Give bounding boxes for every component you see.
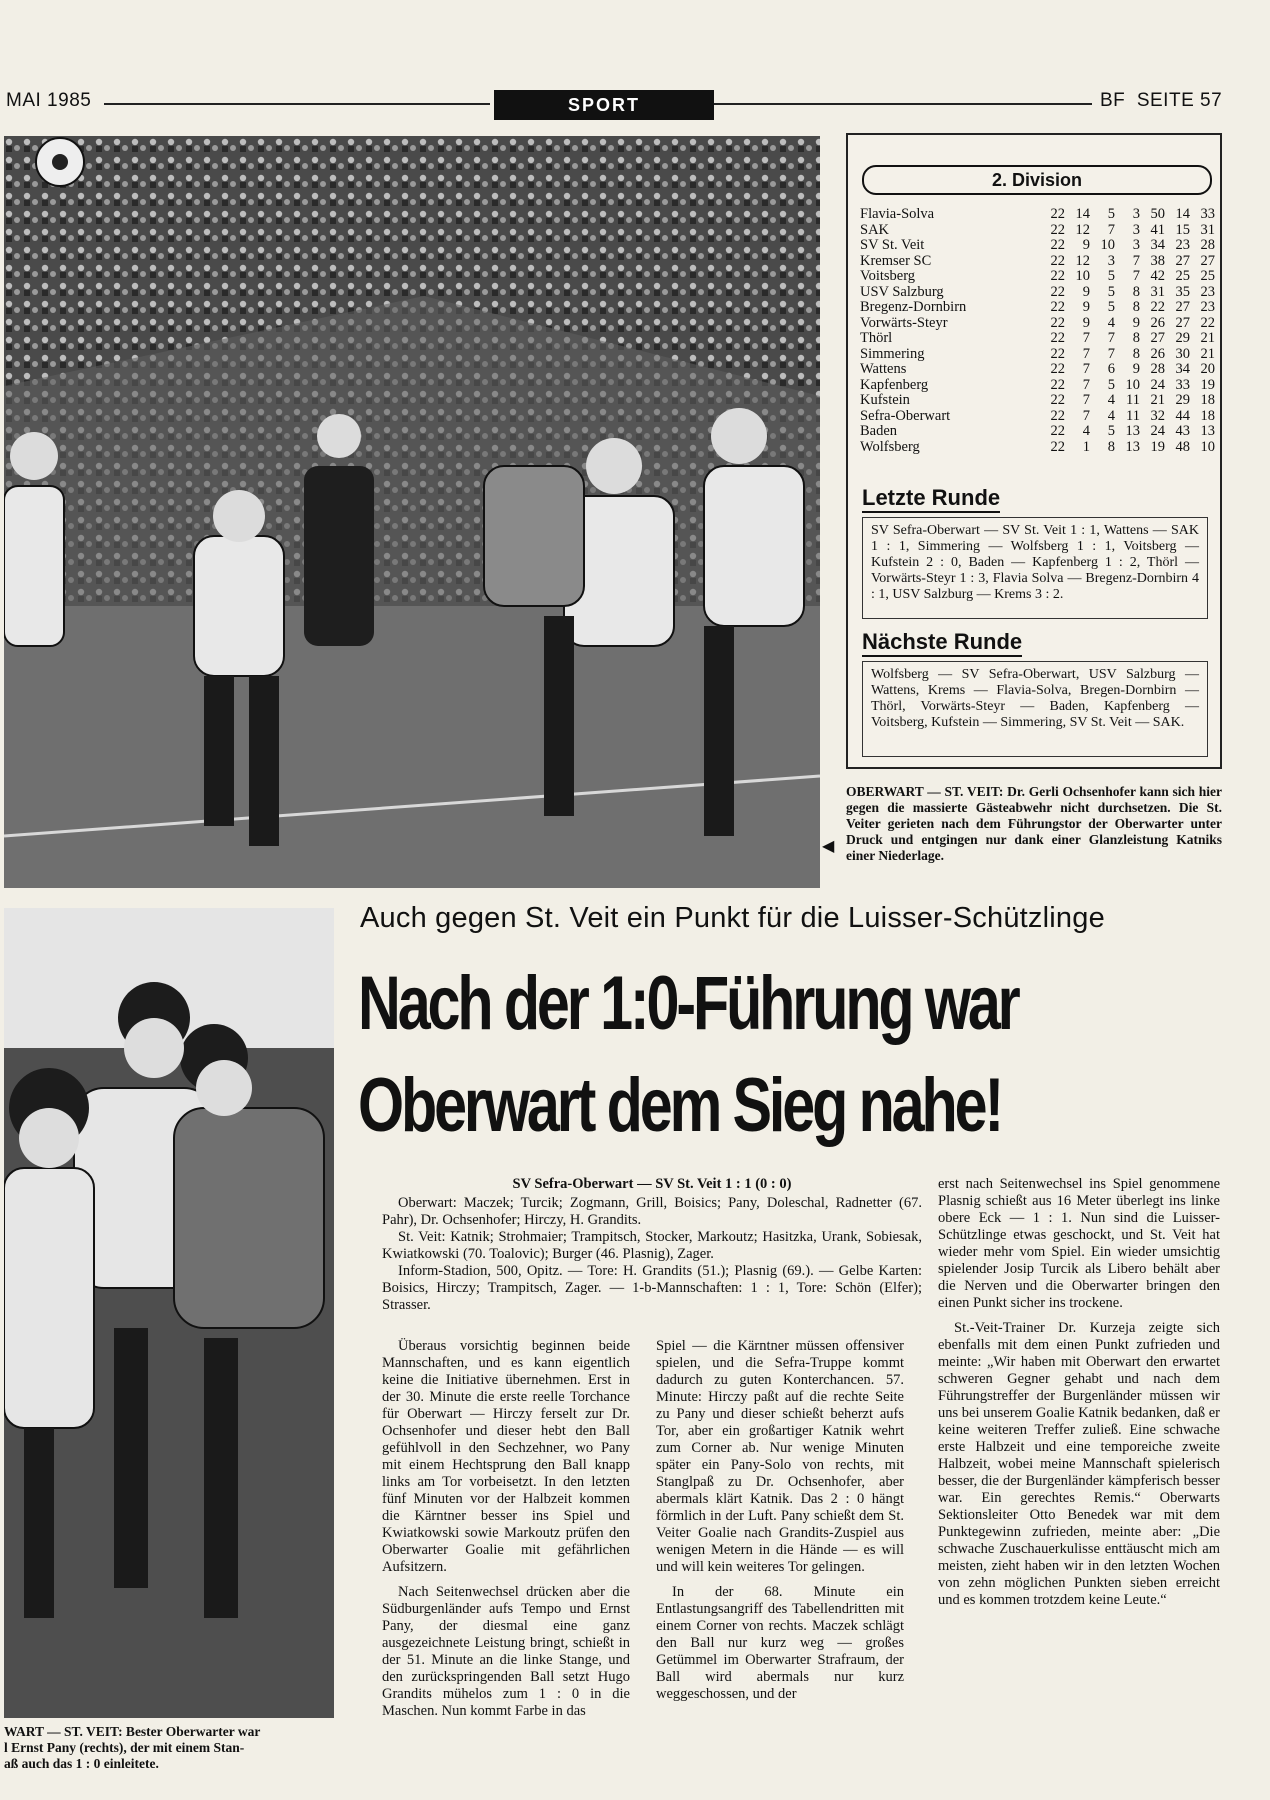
team-name: Wattens: [860, 361, 907, 377]
standings-row: [860, 378, 1215, 394]
stat-cell: 3: [1132, 221, 1140, 238]
lineup-oberwart: Oberwart: Maczek; Turcik; Zogmann, Grill, Boisics; Pany, Doleschal, Radnetter (67. Pahr), Dr. Ochsenhofer; Hirczy, H. Grandits.: [382, 1195, 922, 1228]
match-info: Inform-Stadion, 500, Opitz. — Tore: H. Grandits (51.); Plasnig (69.). — Gelbe Karten: Boisics, Hirczy; Trampitsch, Zager. — 1-b-Mannschaften: 1 : 1, Tore: Schön (Elfer); Strasser.: [382, 1263, 922, 1313]
stat-cell: 8: [1107, 438, 1115, 455]
stat-cell: 8: [1132, 345, 1140, 362]
stat-cell: 10: [1125, 376, 1140, 393]
stat-cell: 41: [1150, 221, 1165, 238]
caption-arrow-icon: ◀: [822, 836, 835, 855]
team-name: Voitsberg: [860, 268, 916, 284]
stat-cell: 42: [1150, 268, 1165, 284]
article-column-2: [656, 1338, 904, 1711]
article-column-1: [382, 1338, 630, 1728]
team-name: Bregenz-Dornbirn: [860, 299, 967, 315]
headline-line-2: Oberwart dem Sieg nahe!: [358, 1063, 1002, 1148]
stat-cell: 33: [1175, 376, 1190, 393]
standings-row: [860, 440, 1215, 456]
header-rule-left: [104, 103, 490, 105]
stat-cell: 4: [1107, 314, 1115, 331]
standings-row: [860, 300, 1215, 316]
stat-cell: 27: [1175, 299, 1190, 315]
stat-cell: 8: [1132, 330, 1140, 346]
stat-cell: 27: [1200, 252, 1215, 269]
standings-row: [860, 331, 1215, 347]
last-round-heading: Letzte Runde: [862, 485, 1000, 513]
stat-cell: 35: [1175, 283, 1190, 300]
stat-cell: 9: [1082, 283, 1090, 300]
stat-cell: 22: [1050, 438, 1065, 455]
stat-cell: 5: [1107, 206, 1115, 222]
stat-cell: 3: [1132, 206, 1140, 222]
stat-cell: 27: [1175, 314, 1190, 331]
stat-cell: 7: [1082, 330, 1090, 346]
team-name: USV Salzburg: [860, 283, 944, 300]
bottom-photo-caption: [4, 1724, 334, 1772]
standings-row: [860, 207, 1215, 223]
bottom-caption-line-3: aß auch das 1 : 0 einleitete.: [4, 1756, 159, 1771]
standings-row: [860, 316, 1215, 332]
standings-row: [860, 409, 1215, 425]
stat-cell: 19: [1200, 376, 1215, 393]
team-name: Flavia-Solva: [860, 206, 935, 222]
team-name: Kufstein: [860, 392, 910, 408]
stat-cell: 7: [1082, 376, 1090, 393]
stat-cell: 31: [1200, 221, 1215, 238]
stat-cell: 44: [1175, 407, 1190, 424]
stat-cell: 22: [1050, 268, 1065, 284]
headline-line-1: Nach der 1:0-Führung war: [358, 961, 1018, 1046]
next-round-fixtures: Wolfsberg — SV Sefra-Oberwart, USV Salzburg — Wattens, Krems — Flavia-Solva, Bregen-Dornbirn — Thörl, Vorwärts-Steyr — Baden, Kapfenberg — Voitsberg, Kufstein — Simmering, SV St. Veit — SAK.: [862, 661, 1208, 757]
stat-cell: 12: [1075, 252, 1090, 269]
standings-panel: [846, 133, 1222, 769]
stat-cell: 28: [1200, 237, 1215, 253]
stat-cell: 22: [1050, 299, 1065, 315]
stat-cell: 5: [1107, 299, 1115, 315]
stat-cell: 19: [1150, 438, 1165, 455]
bottom-match-photo: [4, 908, 334, 1718]
stat-cell: 22: [1050, 314, 1065, 331]
standings-row: [860, 223, 1215, 239]
top-photo-caption: OBERWART — ST. VEIT: Dr. Gerli Ochsenhofer kann sich hier gegen die massierte Gästeabwehr nicht durchsetzen. Die St. Veiter gerieten nach dem Führungstor der Oberwarter unter Druck und entgingen nur dank einer Glanzleistung Katniks einer Niederlage.: [846, 784, 1222, 863]
stat-cell: 9: [1132, 361, 1140, 377]
stat-cell: 31: [1150, 283, 1165, 300]
stat-cell: 5: [1107, 283, 1115, 300]
stat-cell: 29: [1175, 392, 1190, 408]
stat-cell: 7: [1132, 252, 1140, 269]
stat-cell: 9: [1082, 299, 1090, 315]
bottom-caption-line-2: l Ernst Pany (rechts), der mit einem Stan-: [4, 1740, 245, 1755]
stat-cell: 9: [1082, 314, 1090, 331]
stat-cell: 22: [1050, 206, 1065, 222]
stat-cell: 5: [1107, 376, 1115, 393]
stat-cell: 7: [1082, 407, 1090, 424]
team-name: Kapfenberg: [860, 376, 929, 393]
stat-cell: 30: [1175, 345, 1190, 362]
stat-cell: 7: [1082, 392, 1090, 408]
page-number: BF SEITE 57: [1100, 90, 1223, 111]
stat-cell: 23: [1200, 283, 1215, 300]
stat-cell: 9: [1082, 237, 1090, 253]
stat-cell: 26: [1150, 345, 1165, 362]
team-name: Sefra-Oberwart: [860, 407, 951, 424]
stat-cell: 13: [1200, 423, 1215, 439]
article-overline: Auch gegen St. Veit ein Punkt für die Luisser-Schützlinge: [360, 902, 1105, 934]
stat-cell: 14: [1175, 206, 1190, 222]
stat-cell: 3: [1132, 237, 1140, 253]
next-round-heading: Nächste Runde: [862, 629, 1022, 657]
bottom-caption-line-1: WART — ST. VEIT: Bester Oberwarter war: [4, 1724, 261, 1739]
stat-cell: 22: [1050, 376, 1065, 393]
col1-paragraph-2: Nach Seitenwechsel drücken aber die Südburgenländer aufs Tempo und Ernst Pany, der diesmal eine ganz ausgezeichnete Leistung bringt, schießt in der 51. Minute an die linke Stange, und den zurückspringenden Ball setzt Hugo Grandits mühelos zum 1 : 0 in die Maschen. Nun kommt Farbe in das: [382, 1584, 630, 1719]
top-match-photo: [4, 136, 820, 888]
stat-cell: 18: [1200, 392, 1215, 408]
col2-paragraph-2: In der 68. Minute ein Entlastungsangriff des Tabellendritten mit einem Corner von rechts. Maczek schlägt den Ball nur kurz weg — großes Getümmel im Oberwarter Strafraum, der Ball wird abermals nur kurz weggeschossen, und der: [656, 1584, 904, 1702]
standings-row: [860, 362, 1215, 378]
stat-cell: 8: [1132, 283, 1140, 300]
stat-cell: 22: [1150, 299, 1165, 315]
stat-cell: 7: [1107, 345, 1115, 362]
stat-cell: 10: [1100, 237, 1115, 253]
standings-row: [860, 238, 1215, 254]
stat-cell: 11: [1126, 407, 1140, 424]
stat-cell: 20: [1200, 361, 1215, 377]
team-name: SV St. Veit: [860, 237, 925, 253]
stat-cell: 1: [1082, 438, 1090, 455]
stat-cell: 4: [1082, 423, 1090, 439]
stat-cell: 6: [1107, 361, 1115, 377]
col2-paragraph-1: Spiel — die Kärntner müssen offensiver spielen, und die Sefra-Truppe kommt dadurch zu guten Konterchancen. 57. Minute: Hirczy paßt auf die rechte Seite zu Pany und dieser schießt beherzt aufs Tor, aber ein großartiger Katnik wehrt zum Corner ab. Nur wenige Minuten später ein Pany-Solo von rechts, mit Stanglpaß zu Dr. Ochsenhofer, aber abermals klärt Katnik. Das 2 : 0 hängt förmlich in der Luft. Pany schießt dem St. Veiter Goalie nach Grandits-Zuspiel aus wenigen Metern in die Hände — es will und will kein weiteres Tor gelingen.: [656, 1338, 904, 1575]
last-round-results: SV Sefra-Oberwart — SV St. Veit 1 : 1, Wattens — SAK 1 : 1, Simmering — Wolfsberg 1 : 1, Voitsberg — Kufstein 2 : 0, Baden — Kapfenberg 1 : 2, Thörl — Vorwärts-Steyr 1 : 3, Flavia Solva — Bregenz-Dornbirn 4 : 1, USV Salzburg — Krems 3 : 2.: [862, 517, 1208, 619]
stat-cell: 9: [1132, 314, 1140, 331]
stat-cell: 8: [1132, 299, 1140, 315]
stat-cell: 3: [1107, 252, 1115, 269]
stat-cell: 22: [1050, 361, 1065, 377]
stat-cell: 22: [1050, 237, 1065, 253]
stat-cell: 13: [1125, 438, 1140, 455]
stat-cell: 22: [1050, 283, 1065, 300]
stat-cell: 18: [1200, 407, 1215, 424]
stat-cell: 5: [1107, 268, 1115, 284]
stat-cell: 13: [1125, 423, 1140, 439]
match-facts: [382, 1176, 922, 1314]
stat-cell: 27: [1150, 330, 1165, 346]
stat-cell: 4: [1107, 392, 1115, 408]
stat-cell: 29: [1175, 330, 1190, 346]
stat-cell: 33: [1200, 206, 1215, 222]
stat-cell: 43: [1175, 423, 1190, 439]
standings-row: [860, 285, 1215, 301]
standings-row: [860, 269, 1215, 285]
stat-cell: 21: [1150, 392, 1165, 408]
stat-cell: 25: [1200, 268, 1215, 284]
last-round-heading-wrap: [862, 485, 1000, 513]
stat-cell: 28: [1150, 361, 1165, 377]
stat-cell: 7: [1132, 268, 1140, 284]
header-rule-right: [714, 103, 1092, 105]
stat-cell: 10: [1200, 438, 1215, 455]
stat-cell: 22: [1050, 392, 1065, 408]
stat-cell: 10: [1075, 268, 1090, 284]
issue-date: MAI 1985: [6, 90, 92, 111]
stat-cell: 12: [1075, 221, 1090, 238]
stat-cell: 22: [1050, 423, 1065, 439]
section-label: SPORT: [494, 90, 714, 120]
stat-cell: 5: [1107, 423, 1115, 439]
stat-cell: 15: [1175, 221, 1190, 238]
stat-cell: 7: [1107, 330, 1115, 346]
stat-cell: 23: [1175, 237, 1190, 253]
stat-cell: 24: [1150, 423, 1165, 439]
standings-row: [860, 347, 1215, 363]
stat-cell: 4: [1107, 407, 1115, 424]
stat-cell: 22: [1050, 252, 1065, 269]
standings-table: [860, 207, 1215, 455]
col3-paragraph-1: erst nach Seitenwechsel ins Spiel genommene Plasnig schießt aus 16 Meter überlegt ins linke obere Eck — 1 : 1. Nun sind die Luisser-Schützlinge etwas geschockt, und St. Veit hat wieder mehr vom Spiel. Ein wieder umsichtig spielender Josip Turcik als Libero behält aber die Nerven und die Oberwarter bringen den einen Punkt sicher ins trockene.: [938, 1176, 1220, 1311]
stat-cell: 34: [1175, 361, 1190, 377]
stat-cell: 34: [1150, 237, 1165, 253]
article-column-3: [938, 1176, 1220, 1617]
team-name: Thörl: [860, 330, 893, 346]
stat-cell: 23: [1200, 299, 1215, 315]
next-round-heading-wrap: [862, 629, 1022, 657]
stat-cell: 22: [1050, 221, 1065, 238]
standings-row: [860, 393, 1215, 409]
team-name: Kremser SC: [860, 252, 932, 269]
lineup-st-veit: St. Veit: Katnik; Strohmaier; Trampitsch, Stocker, Markoutz; Hasitzka, Urank, Sobiesak, Kwiatkowski (70. Toalovic); Burger (46. Plasnig), Zager.: [382, 1229, 922, 1262]
team-name: Wolfsberg: [860, 438, 920, 455]
stat-cell: 22: [1050, 345, 1065, 362]
stat-cell: 7: [1082, 361, 1090, 377]
stat-cell: 48: [1175, 438, 1190, 455]
stat-cell: 22: [1200, 314, 1215, 331]
stat-cell: 25: [1175, 268, 1190, 284]
stat-cell: 50: [1150, 206, 1165, 222]
team-name: Vorwärts-Steyr: [860, 314, 948, 331]
stat-cell: 7: [1082, 345, 1090, 362]
stat-cell: 32: [1150, 407, 1165, 424]
stat-cell: 22: [1050, 330, 1065, 346]
team-name: Simmering: [860, 345, 925, 362]
stat-cell: 21: [1200, 330, 1215, 346]
stat-cell: 7: [1107, 221, 1115, 238]
standings-row: [860, 254, 1215, 270]
division-title: 2. Division: [862, 165, 1212, 195]
team-name: Baden: [860, 423, 898, 439]
stat-cell: 27: [1175, 252, 1190, 269]
stat-cell: 38: [1150, 252, 1165, 269]
stat-cell: 21: [1200, 345, 1215, 362]
col1-paragraph-1: Überaus vorsichtig beginnen beide Mannschaften, und es kann eigentlich keine die Initiative übernehmen. Erst in der 30. Minute die erste reelle Torchance für Oberwart — Hirczy ferselt zur Dr. Ochsenhofer und dieser hebt den Ball gefühlvoll in den Sechzehner, wo Pany mit einem Hechtsprung den Ball knapp links am Tor vorbeisetzt. In den letzten fünf Minuten vor der Halbzeit kommen die Kärntner besser ins Spiel und Kwiatkowski sowie Markoutz prüfen den Oberwarter Goalie mit gefährlichen Aufsitzern.: [382, 1338, 630, 1575]
stat-cell: 24: [1150, 376, 1165, 393]
stat-cell: 14: [1075, 206, 1090, 222]
stat-cell: 11: [1126, 392, 1140, 408]
standings-row: [860, 424, 1215, 440]
stat-cell: 26: [1150, 314, 1165, 331]
col3-paragraph-2: St.-Veit-Trainer Dr. Kurzeja zeigte sich ebenfalls mit dem einen Punkt zufrieden und meinte: „Wir haben mit Oberwart den erwartet schweren Gegner gehabt und nach dem Führungstreffer der Burgenländer müssen wir uns bei unserem Goalie Katnik bedanken, daß er keine weiteren Treffer zuließ. Eine schwache erste Halbzeit und eine temporeiche zweite Halbzeit, wobei meine Mannschaft spielerisch besser, die der Burgenländer kämpferisch besser war. Ein gerechtes Remis.“ Oberwarts Sektionsleiter Otto Benedek war mit dem Punktegewinn zufrieden, meinte aber: „Die schwache Zuschauerkulisse enttäuscht mich am meisten, zieht haben wir in den letzten Wochen von zehn möglichen Punkten sieben erreicht und es kommen trotzdem keine Leute.“: [938, 1320, 1220, 1608]
team-name: SAK: [860, 221, 890, 238]
result-line: SV Sefra-Oberwart — SV St. Veit 1 : 1 (0 : 0): [512, 1176, 792, 1192]
stat-cell: 22: [1050, 407, 1065, 424]
